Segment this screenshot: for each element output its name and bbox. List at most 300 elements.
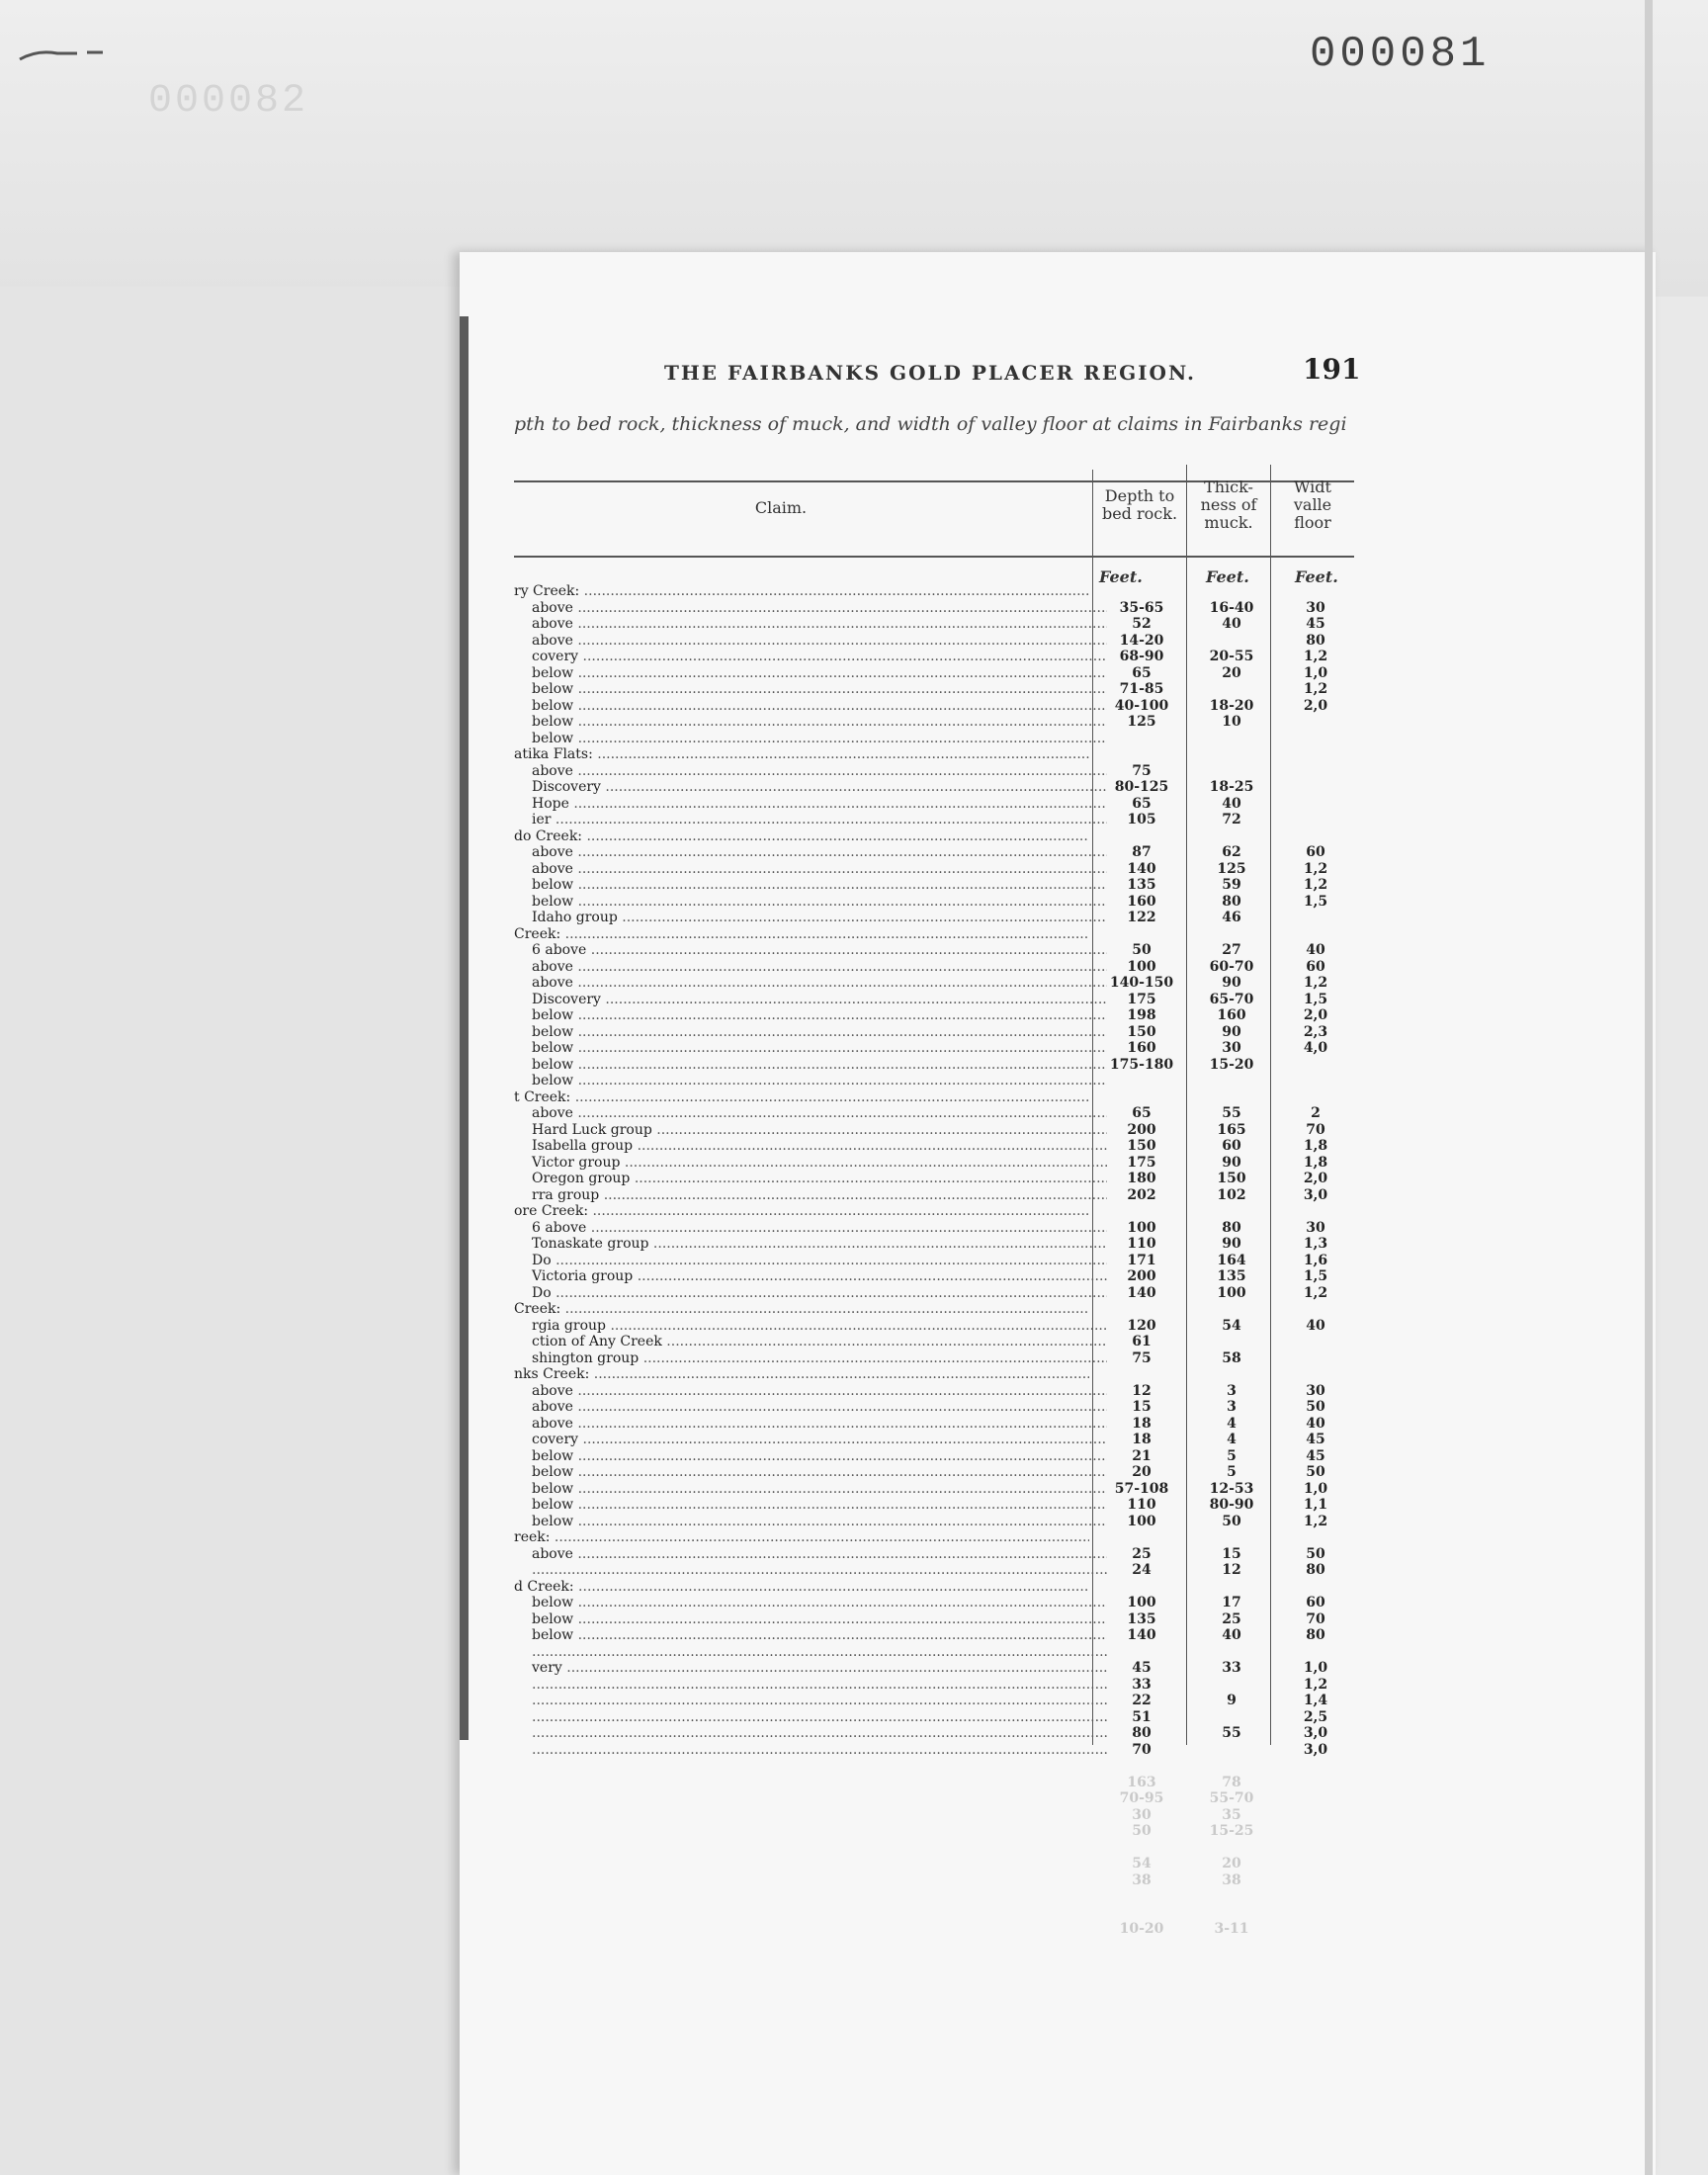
depth-cell: 50 xyxy=(1132,1823,1152,1839)
table-row xyxy=(514,959,1354,976)
claim-cell: above ..... xyxy=(514,1416,1107,1433)
table-row xyxy=(514,1595,1354,1611)
muck-cell: 54 xyxy=(1222,1317,1241,1334)
claim-cell: do Creek: ..... xyxy=(514,828,1089,845)
table-row xyxy=(514,1334,1354,1350)
claim-cell: below ..... xyxy=(514,894,1107,911)
muck-cell: 80-90 xyxy=(1209,1497,1254,1513)
table-row xyxy=(514,796,1354,813)
depth-cell: 125 xyxy=(1127,714,1156,730)
width-cell: 50 xyxy=(1306,1545,1325,1562)
depth-cell: 75 xyxy=(1132,762,1152,779)
muck-cell: 164 xyxy=(1217,1252,1246,1268)
table-row xyxy=(514,942,1354,959)
table-row xyxy=(514,1350,1354,1367)
depth-cell: 175 xyxy=(1127,991,1156,1007)
claim-cell xyxy=(514,1644,1107,1661)
depth-cell: 80-125 xyxy=(1114,779,1169,795)
table-row xyxy=(514,633,1354,650)
claim-cell: shington group ..... xyxy=(514,1350,1107,1367)
depth-cell: 35-65 xyxy=(1119,599,1164,616)
width-cell: 1,2 xyxy=(1303,1513,1328,1529)
table-row xyxy=(514,731,1354,747)
width-cell: 2,0 xyxy=(1303,697,1328,714)
claim-cell: below ..... xyxy=(514,1611,1107,1628)
width-cell: 30 xyxy=(1306,1219,1325,1236)
width-cell: 1,0 xyxy=(1303,1660,1328,1676)
width-cell: 1,2 xyxy=(1303,1284,1328,1301)
claim-cell: above ..... xyxy=(514,616,1107,633)
table-row xyxy=(514,1448,1354,1465)
depth-cell: 140 xyxy=(1127,860,1156,877)
depth-cell: 135 xyxy=(1127,1610,1156,1627)
claim-cell: above ..... xyxy=(514,844,1107,861)
table-row xyxy=(514,649,1354,665)
claim-cell: above ..... xyxy=(514,975,1107,992)
muck-cell: 90 xyxy=(1222,1236,1241,1252)
table-row xyxy=(514,1497,1354,1514)
claim-cell: Idaho group ..... xyxy=(514,910,1107,926)
width-cell: 1,0 xyxy=(1303,1480,1328,1497)
table-row xyxy=(514,894,1354,911)
width-cell: 1,8 xyxy=(1303,1154,1328,1171)
faded-table-row xyxy=(514,1758,1354,1775)
table-row xyxy=(514,1073,1354,1089)
width-cell: 3,0 xyxy=(1303,1741,1328,1758)
muck-cell: 62 xyxy=(1222,844,1241,860)
depth-cell: 140-150 xyxy=(1109,975,1174,991)
width-cell: 1,2 xyxy=(1303,1676,1328,1693)
table-row xyxy=(514,1660,1354,1677)
muck-cell: 55-70 xyxy=(1209,1790,1254,1806)
muck-cell: 12 xyxy=(1222,1562,1241,1578)
claim-cell: above ..... xyxy=(514,959,1107,976)
claim-cell: Isabella group ..... xyxy=(514,1138,1107,1155)
width-cell: 1,2 xyxy=(1303,975,1328,991)
table-row xyxy=(514,1253,1354,1269)
depth-cell: 22 xyxy=(1132,1693,1152,1708)
claim-cell: below ..... xyxy=(514,698,1107,715)
table-row xyxy=(514,763,1354,780)
claim-cell: ore Creek: ..... xyxy=(514,1203,1089,1220)
muck-cell: 90 xyxy=(1222,1154,1241,1171)
depth-cell: 75 xyxy=(1132,1349,1152,1366)
table-row xyxy=(514,1007,1354,1024)
claim-cell: below ..... xyxy=(514,1024,1107,1041)
width-cell: 40 xyxy=(1306,1415,1325,1432)
muck-cell: 17 xyxy=(1222,1595,1241,1610)
width-cell: 1,5 xyxy=(1303,893,1328,910)
width-cell: 70 xyxy=(1306,1610,1325,1627)
claim-cell: Hard Luck group ..... xyxy=(514,1122,1107,1139)
claim-cell: below ..... xyxy=(514,1627,1107,1644)
depth-cell: 65 xyxy=(1132,664,1152,681)
claim-cell xyxy=(514,1709,1107,1726)
claim-cell: t Creek: ..... xyxy=(514,1089,1089,1106)
muck-cell: 12-53 xyxy=(1209,1480,1254,1497)
depth-cell: 110 xyxy=(1127,1497,1156,1513)
width-cell: 3,0 xyxy=(1303,1725,1328,1741)
muck-cell: 18-20 xyxy=(1209,697,1254,714)
depth-cell: 38 xyxy=(1132,1871,1152,1888)
table-row xyxy=(514,698,1354,715)
muck-column-header xyxy=(1189,478,1268,532)
depth-cell: 140 xyxy=(1127,1284,1156,1301)
table-row xyxy=(514,1627,1354,1644)
table-row xyxy=(514,812,1354,828)
width-cell: 80 xyxy=(1306,1562,1325,1578)
muck-cell: 15 xyxy=(1222,1545,1241,1562)
depth-cell: 70 xyxy=(1132,1741,1152,1758)
claim-cell: below ..... xyxy=(514,681,1107,698)
depth-cell: 18 xyxy=(1132,1415,1152,1432)
depth-header-line: bed rock. xyxy=(1101,504,1178,523)
claim-cell: ction of Any Creek ..... xyxy=(514,1334,1107,1350)
claim-cell: 6 above ..... xyxy=(514,942,1107,959)
table-row xyxy=(514,1677,1354,1694)
claim-cell: below ..... xyxy=(514,1007,1107,1024)
depth-cell: 175 xyxy=(1127,1154,1156,1171)
depth-cell: 18 xyxy=(1132,1432,1152,1447)
muck-units: Feet. xyxy=(1206,567,1249,586)
claim-cell: Do ..... xyxy=(514,1253,1107,1269)
muck-cell: 20 xyxy=(1222,664,1241,681)
width-cell: 1,5 xyxy=(1303,1268,1328,1284)
depth-cell: 200 xyxy=(1127,1121,1156,1138)
width-cell: 70 xyxy=(1306,1121,1325,1138)
muck-cell: 3 xyxy=(1227,1399,1237,1415)
depth-cell: 30 xyxy=(1132,1806,1152,1823)
left-page xyxy=(0,287,460,2175)
table-row xyxy=(514,1301,1354,1318)
table-row xyxy=(514,1725,1354,1742)
claim-cell xyxy=(514,1677,1107,1694)
width-cell: 1,0 xyxy=(1303,664,1328,681)
muck-cell: 60-70 xyxy=(1209,958,1254,975)
table-row xyxy=(514,1611,1354,1628)
muck-cell: 40 xyxy=(1222,616,1241,632)
depth-cell: 160 xyxy=(1127,893,1156,910)
table-row xyxy=(514,681,1354,698)
muck-cell: 35 xyxy=(1222,1806,1241,1823)
depth-cell: 122 xyxy=(1127,910,1156,925)
muck-cell: 38 xyxy=(1222,1871,1241,1888)
faded-table-row xyxy=(514,1905,1354,1922)
depth-cell: 171 xyxy=(1127,1252,1156,1268)
claim-cell: d Creek: ..... xyxy=(514,1579,1089,1596)
claim-cell: below ..... xyxy=(514,1514,1107,1530)
table-row xyxy=(514,1432,1354,1448)
table-row xyxy=(514,779,1354,796)
muck-cell: 100 xyxy=(1217,1284,1246,1301)
depth-cell: 14-20 xyxy=(1119,632,1164,649)
table-row xyxy=(514,1187,1354,1204)
table-row xyxy=(514,1416,1354,1433)
muck-cell: 40 xyxy=(1222,1627,1241,1643)
faded-table-row xyxy=(514,1823,1354,1840)
table-row xyxy=(514,1366,1354,1383)
muck-cell: 90 xyxy=(1222,975,1241,991)
claim-cell: below ..... xyxy=(514,1040,1107,1057)
table-row xyxy=(514,1171,1354,1187)
depth-cell: 10-20 xyxy=(1119,1921,1164,1937)
claim-cell: Do ..... xyxy=(514,1285,1107,1302)
muck-cell: 5 xyxy=(1227,1447,1237,1464)
table-row xyxy=(514,1742,1354,1759)
width-cell: 40 xyxy=(1306,942,1325,958)
depth-cell: 24 xyxy=(1132,1562,1152,1578)
table-row xyxy=(514,1155,1354,1172)
claim-cell: Discovery ..... xyxy=(514,779,1107,796)
width-cell: 3,0 xyxy=(1303,1186,1328,1203)
claim-cell: Victor group ..... xyxy=(514,1155,1107,1172)
claim-cell: reek: ..... xyxy=(514,1529,1089,1546)
claim-cell: Hope ..... xyxy=(514,796,1107,813)
claim-cell: below ..... xyxy=(514,714,1107,731)
table-row xyxy=(514,975,1354,992)
depth-cell: 140 xyxy=(1127,1627,1156,1643)
depth-cell: 160 xyxy=(1127,1040,1156,1056)
depth-cell: 198 xyxy=(1127,1007,1156,1023)
width-cell: 50 xyxy=(1306,1399,1325,1415)
muck-cell: 65-70 xyxy=(1209,991,1254,1007)
table-row xyxy=(514,1203,1354,1220)
claim-cell: above ..... xyxy=(514,1399,1107,1416)
claim-cell: 6 above ..... xyxy=(514,1220,1107,1237)
table-row xyxy=(514,1138,1354,1155)
claim-cell: Creek: ..... xyxy=(514,926,1089,943)
muck-cell: 55 xyxy=(1222,1725,1241,1741)
table-row xyxy=(514,1024,1354,1041)
claim-cell: below ..... xyxy=(514,1595,1107,1611)
depth-cell: 12 xyxy=(1132,1382,1152,1399)
table-row xyxy=(514,1040,1354,1057)
width-cell: 1,2 xyxy=(1303,681,1328,697)
muck-cell: 125 xyxy=(1217,860,1246,877)
claim-cell: below ..... xyxy=(514,1464,1107,1481)
muck-cell: 58 xyxy=(1222,1349,1241,1366)
muck-cell: 10 xyxy=(1222,714,1241,730)
table-row xyxy=(514,1644,1354,1661)
table-row xyxy=(514,600,1354,617)
muck-cell: 160 xyxy=(1217,1007,1246,1023)
claim-cell: atika Flats: ..... xyxy=(514,746,1089,763)
muck-cell: 20 xyxy=(1222,1856,1241,1871)
depth-cell: 202 xyxy=(1127,1186,1156,1203)
table-row xyxy=(514,1268,1354,1285)
sheet-edge xyxy=(1645,0,1653,2175)
muck-cell: 72 xyxy=(1222,812,1241,827)
muck-header-line: Thick- xyxy=(1204,478,1253,496)
claim-cell xyxy=(514,1742,1107,1759)
claim-cell: covery ..... xyxy=(514,649,1107,665)
muck-cell: 30 xyxy=(1222,1040,1241,1056)
claim-cell: below ..... xyxy=(514,1481,1107,1498)
claim-cell: Victoria group ..... xyxy=(514,1268,1107,1285)
table-row xyxy=(514,861,1354,878)
depth-cell: 150 xyxy=(1127,1023,1156,1040)
claim-cell: above ..... xyxy=(514,600,1107,617)
faded-table-row xyxy=(514,1807,1354,1824)
depth-cell: 33 xyxy=(1132,1676,1152,1693)
claim-cell: ier ..... xyxy=(514,812,1107,828)
header-bottom-rule xyxy=(514,556,1354,558)
depth-cell: 135 xyxy=(1127,877,1156,893)
table-row xyxy=(514,1105,1354,1122)
table-row xyxy=(514,844,1354,861)
faded-table-row xyxy=(514,1775,1354,1791)
claim-column-header: Claim. xyxy=(754,498,808,517)
faded-table-row xyxy=(514,1921,1354,1938)
claim-cell: Discovery ..... xyxy=(514,992,1107,1008)
claims-table xyxy=(514,583,1354,1938)
width-cell: 40 xyxy=(1306,1317,1325,1334)
ghost-stamp-number: 000082 xyxy=(148,79,309,124)
table-row xyxy=(514,583,1354,600)
depth-cell: 20 xyxy=(1132,1464,1152,1480)
table-row xyxy=(514,1464,1354,1481)
table-row xyxy=(514,992,1354,1008)
table-row xyxy=(514,1285,1354,1302)
width-cell: 1,8 xyxy=(1303,1138,1328,1154)
width-cell: 80 xyxy=(1306,632,1325,649)
depth-cell: 71-85 xyxy=(1119,681,1164,697)
width-cell: 2,0 xyxy=(1303,1171,1328,1186)
claim-cell: above ..... xyxy=(514,763,1107,780)
muck-cell: 78 xyxy=(1222,1774,1241,1790)
depth-cell: 120 xyxy=(1127,1317,1156,1334)
table-row xyxy=(514,1514,1354,1530)
muck-header-line: ness of xyxy=(1200,495,1257,514)
depth-column-header xyxy=(1095,487,1184,523)
muck-cell: 25 xyxy=(1222,1610,1241,1627)
width-cell: 30 xyxy=(1306,599,1325,616)
width-cell: 2 xyxy=(1311,1105,1321,1121)
muck-cell: 102 xyxy=(1217,1186,1246,1203)
width-cell: 1,4 xyxy=(1303,1693,1328,1708)
depth-cell: 51 xyxy=(1132,1708,1152,1725)
muck-cell: 90 xyxy=(1222,1023,1241,1040)
table-row xyxy=(514,1220,1354,1237)
claim-cell: below ..... xyxy=(514,731,1107,747)
claim-cell: below ..... xyxy=(514,1497,1107,1514)
muck-cell: 27 xyxy=(1222,942,1241,958)
width-cell: 45 xyxy=(1306,1432,1325,1447)
faded-table-row xyxy=(514,1790,1354,1807)
depth-header-line: Depth to xyxy=(1104,486,1175,505)
muck-cell: 55 xyxy=(1222,1105,1241,1121)
claim-cell: below ..... xyxy=(514,665,1107,682)
claim-cell: above ..... xyxy=(514,1383,1107,1400)
depth-cell: 54 xyxy=(1132,1856,1152,1871)
depth-cell: 175-180 xyxy=(1109,1056,1174,1073)
claim-cell: rgia group ..... xyxy=(514,1318,1107,1335)
width-cell: 50 xyxy=(1306,1464,1325,1480)
width-cell: 1,1 xyxy=(1303,1497,1328,1513)
muck-cell: 40 xyxy=(1222,795,1241,812)
depth-cell: 200 xyxy=(1127,1268,1156,1284)
claim-cell: below ..... xyxy=(514,1073,1107,1089)
muck-cell: 9 xyxy=(1227,1693,1237,1708)
table-row xyxy=(514,1562,1354,1579)
faded-table-row xyxy=(514,1840,1354,1857)
pencil-mark xyxy=(18,47,107,61)
depth-cell: 40-100 xyxy=(1114,697,1169,714)
muck-cell: 60 xyxy=(1222,1138,1241,1154)
page-spine-shadow xyxy=(460,316,469,1740)
muck-cell: 50 xyxy=(1222,1513,1241,1529)
claim-cell: covery ..... xyxy=(514,1432,1107,1448)
width-header-line: valle xyxy=(1293,495,1332,514)
depth-cell: 105 xyxy=(1127,812,1156,827)
claim-cell xyxy=(514,1725,1107,1742)
depth-cell: 80 xyxy=(1132,1725,1152,1741)
table-row xyxy=(514,1318,1354,1335)
table-row xyxy=(514,746,1354,763)
muck-cell: 135 xyxy=(1217,1268,1246,1284)
muck-cell: 5 xyxy=(1227,1464,1237,1480)
claim-cell: above ..... xyxy=(514,861,1107,878)
width-cell: 45 xyxy=(1306,616,1325,632)
depth-cell: 21 xyxy=(1132,1447,1152,1464)
depth-cell: 65 xyxy=(1132,795,1152,812)
depth-units: Feet. xyxy=(1099,567,1143,586)
depth-cell: 57-108 xyxy=(1114,1480,1169,1497)
table-row xyxy=(514,1709,1354,1726)
faded-table-row xyxy=(514,1872,1354,1889)
width-cell: 1,3 xyxy=(1303,1236,1328,1252)
table-row xyxy=(514,877,1354,894)
table-row xyxy=(514,1383,1354,1400)
depth-cell: 100 xyxy=(1127,958,1156,975)
width-cell: 80 xyxy=(1306,1627,1325,1643)
table-row xyxy=(514,1236,1354,1253)
muck-cell: 15-20 xyxy=(1209,1056,1254,1073)
width-cell: 60 xyxy=(1306,1595,1325,1610)
depth-cell: 100 xyxy=(1127,1219,1156,1236)
width-cell: 45 xyxy=(1306,1447,1325,1464)
claim-cell: Tonaskate group ..... xyxy=(514,1236,1107,1253)
depth-cell: 15 xyxy=(1132,1399,1152,1415)
depth-cell: 61 xyxy=(1132,1334,1152,1349)
page-title: THE FAIRBANKS GOLD PLACER REGION. xyxy=(664,361,1196,385)
depth-cell: 163 xyxy=(1127,1774,1156,1790)
width-column-header xyxy=(1273,478,1352,532)
width-cell: 30 xyxy=(1306,1382,1325,1399)
depth-cell: 65 xyxy=(1132,1105,1152,1121)
claim-cell: Creek: ..... xyxy=(514,1301,1089,1318)
muck-cell: 3-11 xyxy=(1214,1921,1249,1937)
width-cell: 4,0 xyxy=(1303,1040,1328,1056)
muck-cell: 4 xyxy=(1227,1432,1237,1447)
depth-cell: 150 xyxy=(1127,1138,1156,1154)
claim-cell: below ..... xyxy=(514,1448,1107,1465)
claim-cell: above ..... xyxy=(514,633,1107,650)
table-row xyxy=(514,1546,1354,1563)
muck-cell: 150 xyxy=(1217,1171,1246,1186)
muck-cell: 20-55 xyxy=(1209,649,1254,664)
table-row xyxy=(514,1122,1354,1139)
width-cell: 1,6 xyxy=(1303,1252,1328,1268)
width-units: Feet. xyxy=(1295,567,1338,586)
depth-cell: 70-95 xyxy=(1119,1790,1164,1806)
width-cell: 1,2 xyxy=(1303,860,1328,877)
depth-cell: 68-90 xyxy=(1119,649,1164,664)
width-cell: 2,3 xyxy=(1303,1023,1328,1040)
muck-cell: 18-25 xyxy=(1209,779,1254,795)
muck-cell: 33 xyxy=(1222,1660,1241,1676)
faded-table-row xyxy=(514,1888,1354,1905)
